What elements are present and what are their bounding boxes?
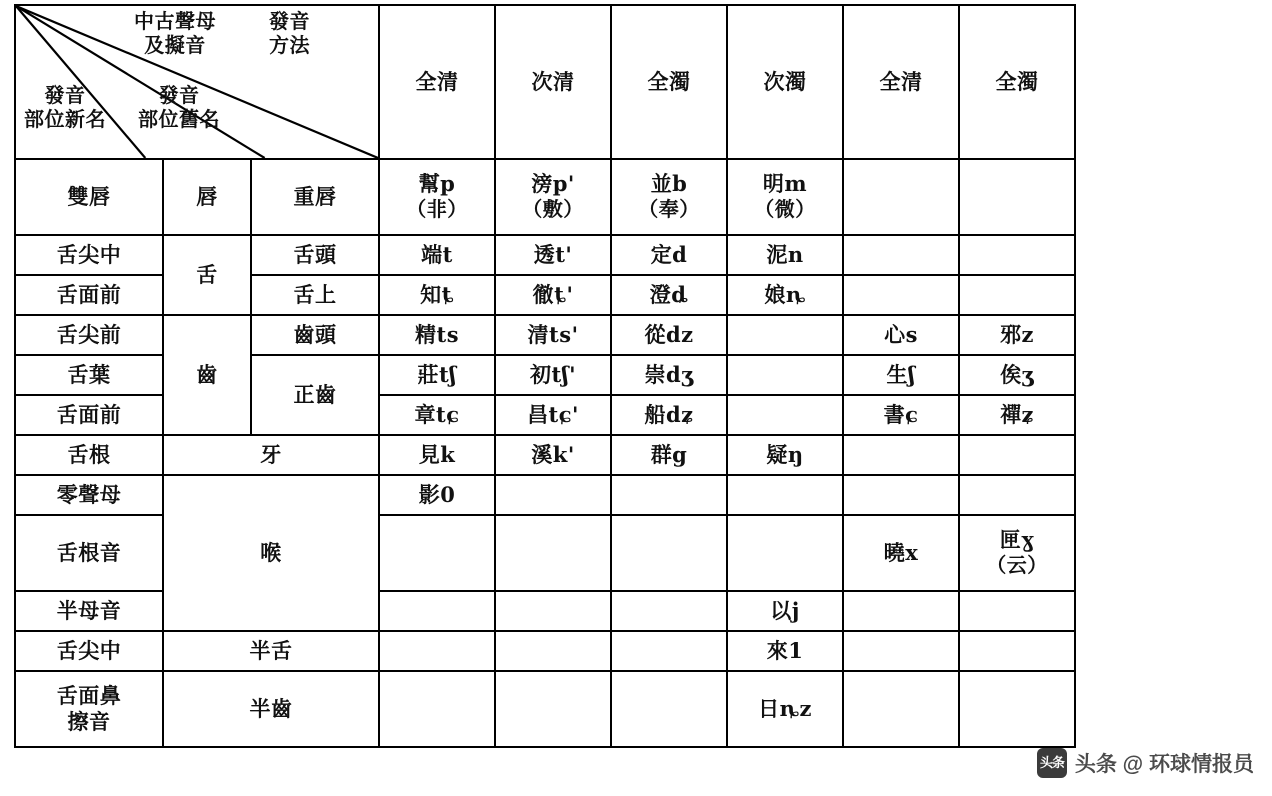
row-old-name: 正齒 [251, 355, 379, 435]
corner-label-top-right-2: 方法 [269, 35, 310, 57]
data-cell: 船dʑ [611, 395, 727, 435]
data-cell [843, 159, 959, 235]
table-row [15, 435, 1075, 475]
row-new-name: 舌面前 [15, 275, 163, 315]
data-cell [727, 315, 843, 355]
data-cell: 來1 [727, 631, 843, 671]
data-cell [495, 515, 611, 591]
table-row [15, 631, 1075, 671]
data-cell [495, 591, 611, 631]
row-old-merged: 半齒 [163, 671, 379, 747]
row-new-name: 舌尖中 [15, 631, 163, 671]
row-new-name-line1: 舌面鼻 [56, 683, 122, 708]
data-cell: 徹ȶ' [495, 275, 611, 315]
row-new-name: 舌尖中 [15, 235, 163, 275]
data-cell [959, 435, 1075, 475]
row-new-name: 零聲母 [15, 475, 163, 515]
data-cell: 書ɕ [843, 395, 959, 435]
data-cell [727, 475, 843, 515]
data-cell [843, 671, 959, 747]
corner-label-bottom-left-1: 發音 [44, 85, 86, 107]
table-row [15, 315, 1075, 355]
data-cell: 心s [843, 315, 959, 355]
data-cell: 娘ȵ [727, 275, 843, 315]
row-old-name: 舌上 [251, 275, 379, 315]
data-cell [959, 275, 1075, 315]
data-cell: 透t' [495, 235, 611, 275]
data-cell: 溪k' [495, 435, 611, 475]
data-cell: 精ts [379, 315, 495, 355]
column-header-0: 全清 [379, 5, 495, 159]
data-cell [959, 475, 1075, 515]
data-cell: 泥n [727, 235, 843, 275]
data-cell [611, 671, 727, 747]
column-header-3: 次濁 [727, 5, 843, 159]
data-cell: 見k [379, 435, 495, 475]
data-cell [959, 671, 1075, 747]
data-cell: 莊tʃ [379, 355, 495, 395]
cell-secondary: （微） [754, 198, 816, 221]
data-cell: 影0 [379, 475, 495, 515]
data-cell [959, 159, 1075, 235]
data-cell [611, 591, 727, 631]
cell-primary: 明m [762, 171, 808, 197]
data-cell [379, 159, 495, 235]
data-cell [495, 475, 611, 515]
cell-primary: 並b [650, 171, 688, 197]
row-old-merged: 半舌 [163, 631, 379, 671]
data-cell: 俟ʒ [959, 355, 1075, 395]
corner-label-top-left-2: 及擬音 [144, 35, 206, 57]
data-cell [959, 631, 1075, 671]
data-cell [379, 671, 495, 747]
data-cell [727, 515, 843, 591]
table-row [15, 235, 1075, 275]
row-old-merged: 牙 [163, 435, 379, 475]
data-cell [843, 591, 959, 631]
data-cell: 邪z [959, 315, 1075, 355]
data-cell: 禪ʑ [959, 395, 1075, 435]
data-cell [959, 235, 1075, 275]
row-old-name: 齒頭 [251, 315, 379, 355]
column-header-4: 全清 [843, 5, 959, 159]
row-old-name: 重唇 [251, 159, 379, 235]
data-cell: 端t [379, 235, 495, 275]
data-cell [843, 235, 959, 275]
data-cell [843, 631, 959, 671]
column-header-2: 全濁 [611, 5, 727, 159]
cell-secondary: （奉） [638, 198, 700, 221]
row-new-name: 雙唇 [15, 159, 163, 235]
row-new-name-line2: 擦音 [67, 710, 111, 734]
row-new-name: 舌根音 [15, 515, 163, 591]
data-cell: 知ȶ [379, 275, 495, 315]
row-new-name: 舌尖前 [15, 315, 163, 355]
row-new-name: 舌葉 [15, 355, 163, 395]
column-header-1: 次清 [495, 5, 611, 159]
data-cell [611, 515, 727, 591]
data-cell [495, 159, 611, 235]
data-cell [495, 671, 611, 747]
column-header-5: 全濁 [959, 5, 1075, 159]
data-cell [611, 631, 727, 671]
cell-primary: 匣ɣ [999, 527, 1035, 553]
row-new-name [15, 671, 163, 747]
data-cell [959, 515, 1075, 591]
row-old-group: 舌 [163, 235, 251, 315]
cell-primary: 幫p [418, 171, 456, 197]
data-cell [611, 159, 727, 235]
data-cell [727, 355, 843, 395]
data-cell [843, 275, 959, 315]
table-row [15, 671, 1075, 747]
corner-label-bottom-left-2: 部位新名 [24, 109, 106, 131]
data-cell: 以j [727, 591, 843, 631]
cell-primary: 滂p' [531, 171, 575, 197]
data-cell: 日ȵz [727, 671, 843, 747]
cell-secondary: （云） [986, 554, 1048, 577]
table-row [15, 159, 1075, 235]
row-old-name: 舌頭 [251, 235, 379, 275]
data-cell [495, 631, 611, 671]
watermark-text: 头条 @ 环球情报员 [1074, 753, 1254, 776]
corner-header-cell [15, 5, 379, 159]
data-cell: 從dz [611, 315, 727, 355]
row-new-name: 舌面前 [15, 395, 163, 435]
data-cell [379, 515, 495, 591]
data-cell [843, 435, 959, 475]
cell-secondary: （敷） [522, 198, 584, 221]
corner-label-bottom-mid-2: 部位舊名 [138, 109, 220, 131]
data-cell: 疑ŋ [727, 435, 843, 475]
data-cell [611, 475, 727, 515]
data-cell: 曉x [843, 515, 959, 591]
row-new-name: 半母音 [15, 591, 163, 631]
watermark [1037, 748, 1254, 778]
corner-label-top-left-1: 中古聲母 [134, 11, 216, 33]
data-cell: 清ts' [495, 315, 611, 355]
data-cell [379, 591, 495, 631]
data-cell: 初tʃ' [495, 355, 611, 395]
data-cell [727, 395, 843, 435]
row-new-name: 舌根 [15, 435, 163, 475]
data-cell [379, 631, 495, 671]
data-cell: 澄ȡ [611, 275, 727, 315]
data-cell: 章tɕ [379, 395, 495, 435]
data-cell: 定d [611, 235, 727, 275]
table-row [15, 475, 1075, 515]
row-old-group: 齒 [163, 315, 251, 435]
data-cell: 崇dʒ [611, 355, 727, 395]
corner-label-top-right-1: 發音 [269, 11, 310, 33]
data-cell: 昌tɕ' [495, 395, 611, 435]
row-old-group: 唇 [163, 159, 251, 235]
toutiao-logo-icon: 头条 [1037, 748, 1067, 778]
data-cell [727, 159, 843, 235]
cell-secondary: （非） [406, 198, 468, 221]
row-old-merged: 喉 [163, 475, 379, 631]
middle-chinese-initials-table [14, 4, 1076, 748]
corner-label-bottom-mid-1: 發音 [158, 85, 200, 107]
data-cell [843, 475, 959, 515]
data-cell: 生ʃ [843, 355, 959, 395]
data-cell: 群g [611, 435, 727, 475]
table-header-row [15, 5, 1075, 159]
data-cell [959, 591, 1075, 631]
